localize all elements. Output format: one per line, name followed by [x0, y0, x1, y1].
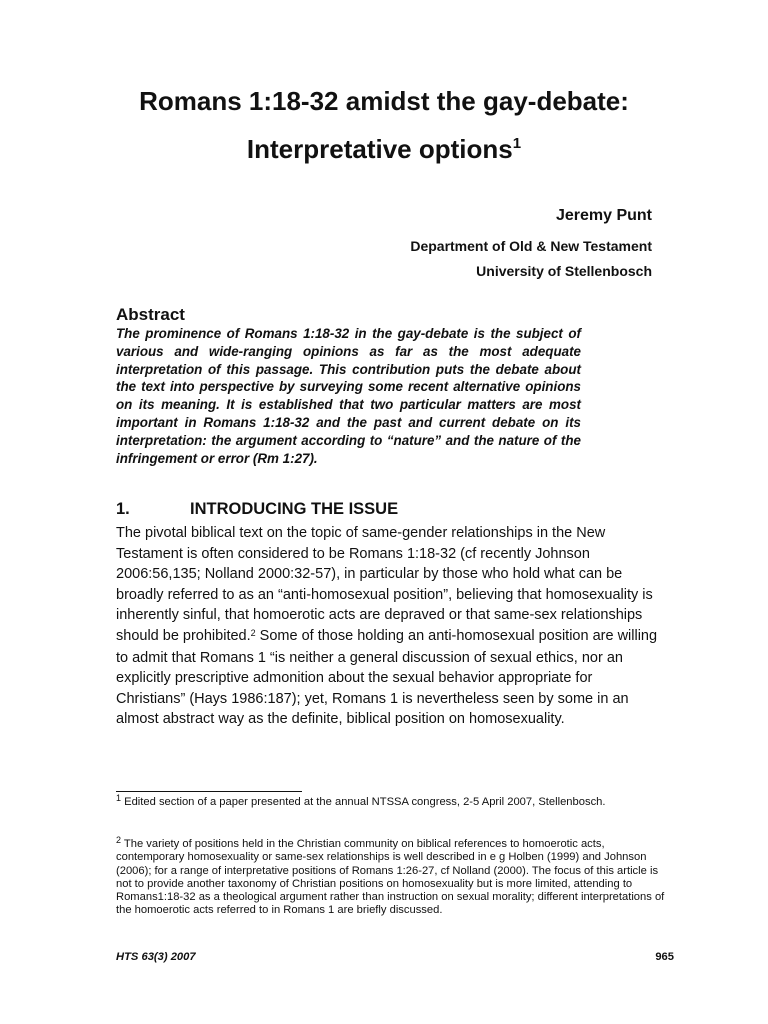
section-number: 1. [116, 500, 130, 518]
footnote-2 [116, 835, 666, 918]
footnote-1 [116, 793, 666, 809]
page-number: 965 [655, 951, 674, 963]
body-text-part-2: Some of those holding an anti-homosexual position are willing to admit that Romans 1 “is neither a general discussion of sexual ethics, nor an explicitly prescriptive admonition about the sexual behavior appropriate for Christians” (Hays 1986:187); yet, Romans 1 is nevertheless seen by some in an almost abstract way as the definite, biblical position on homosexuality. [116, 627, 658, 728]
author-department: Department of Old & New Testament [410, 238, 652, 254]
abstract-text: The prominence of Romans 1:18-32 in the gay-debate is the subject of various and wide-ranging opinions as far as the most adequate interpretation of this passage. This contribution puts the debate about the text into perspective by surveying some recent alternative opinions on its meaning. It is established that two particular matters are most important in Romans 1:18-32 and the past and current debate on its interpretation: the argument according to “nature” and the nature of the infringement or error (Rm 1:27). [116, 326, 581, 466]
journal-citation: HTS 63(3) 2007 [116, 951, 196, 963]
footnote-ref-2[interactable]: 2 [250, 627, 256, 638]
paper-title-text: Interpretative options [246, 134, 513, 164]
section-heading [116, 500, 398, 519]
section-body-paragraph [116, 523, 661, 730]
author-university: University of Stellenbosch [476, 263, 652, 279]
author-name: Jeremy Punt [555, 207, 652, 224]
paper-title-line-1: Romans 1:18-32 amidst the gay-debate: [139, 86, 629, 116]
footnote-1-text: Edited section of a paper presented at the annual NTSSA congress, 2-5 April 2007, Stellenbosch. [121, 796, 606, 808]
footnote-separator [116, 791, 302, 792]
footnote-1-number: 1 [116, 793, 122, 803]
footnote-2-number: 2 [116, 835, 122, 845]
paper-title-line-2 [0, 134, 768, 169]
abstract-heading: Abstract [116, 305, 185, 324]
body-text-part-1: The pivotal biblical text on the topic of same-gender relationships in the New Testament is often considered to be Romans 1:18-32 (cf recently Johnson 2006:56,135; Nolland 2000:32-57), in particular by those who hold what can be broadly referred to as an “anti-homosexual position”, believing that homosexuality is inherently sinful, that homoerotic acts are depraved or that same-sex relationships should be prohibited. [116, 525, 653, 644]
footnote-2-text: The variety of positions held in the Christian community on biblical references to homoerotic acts, contemporary homosexuality or same-sex relationships is well described in e g Holben (1999) and Johnson (2006); for a range of interpretative positions of Romans 1:26-27, cf Nolland (2000). The focus of this article is not to provide another taxonomy of Christian positions on homosexuality but is more limited, attending to Romans1:18-32 as a theological argument rather than instruction on sexual morality; different interpretations of the homoerotic acts referred to in Romans 1 are briefly discussed. [116, 838, 665, 917]
title-footnote-marker[interactable]: 1 [512, 135, 522, 152]
section-title: INTRODUCING THE ISSUE [190, 500, 399, 518]
